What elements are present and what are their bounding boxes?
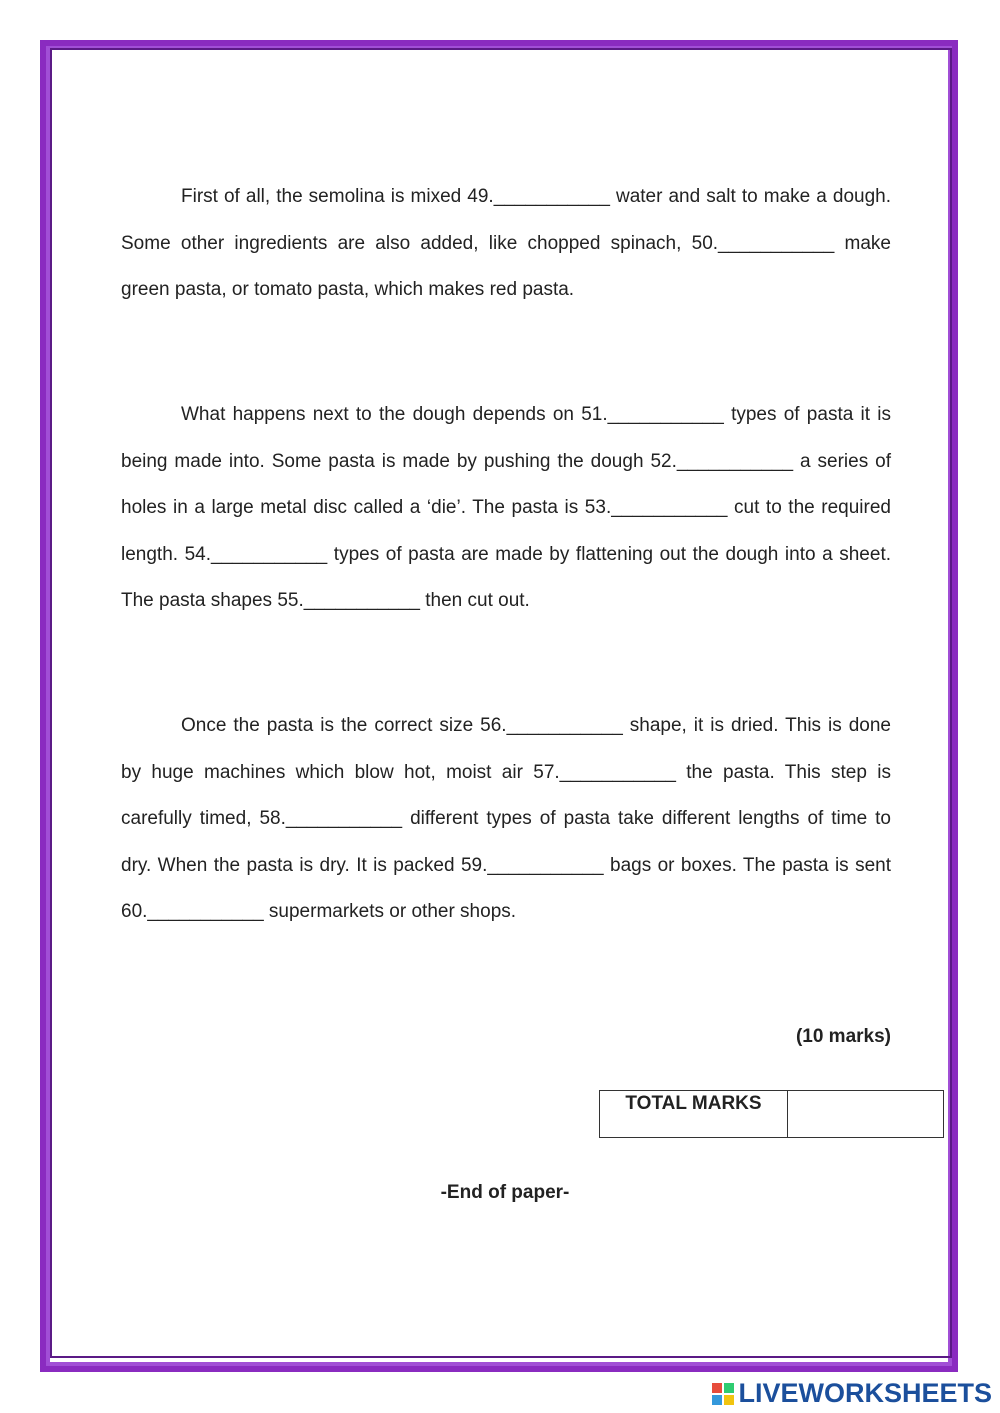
- paragraph-3-text: Once the pasta is the correct size 56.___________ shape, it is dried. This is done by huge machines which blow hot, moist air 57.___________ the pasta. This step is carefully timed, 58.___________ different types of pasta take different lengths of time to dry. When the pasta is dry. It is packed 59.___________ bags or boxes. The pasta is sent 60.___________ supermarkets or other shops.: [121, 715, 891, 922]
- total-marks-value[interactable]: [788, 1091, 943, 1137]
- liveworksheets-logo: [712, 1378, 992, 1409]
- liveworksheets-logo-icon: [712, 1383, 734, 1405]
- paragraph-2-text: What happens next to the dough depends on 51.___________ types of pasta it is being made into. Some pasta is made by pushing the dough 52.___________ a series of holes in a large metal disc called a ‘die’. The pasta is 53.___________ cut to the required length. 54.___________ types of pasta are made by flattening out the dough into a sheet. The pasta shapes 55.___________ then cut out.: [121, 404, 891, 611]
- paragraph-1-text: First of all, the semolina is mixed 49.___________ water and salt to make a dough. Some other ingredients are also added, like chopped spinach, 50.___________ make green pasta, or tomato pasta, which makes red pasta.: [121, 186, 891, 300]
- marks-label: (10 marks): [795, 1026, 891, 1047]
- end-of-paper: -End of paper-: [440, 1182, 570, 1203]
- paragraph-3: [121, 703, 891, 936]
- paragraph-2: [121, 392, 891, 625]
- paragraph-1: [121, 174, 891, 314]
- total-marks-table: [599, 1090, 944, 1138]
- total-marks-label: TOTAL MARKS: [600, 1091, 788, 1137]
- liveworksheets-logo-text: LIVEWORKSHEETS: [738, 1378, 992, 1408]
